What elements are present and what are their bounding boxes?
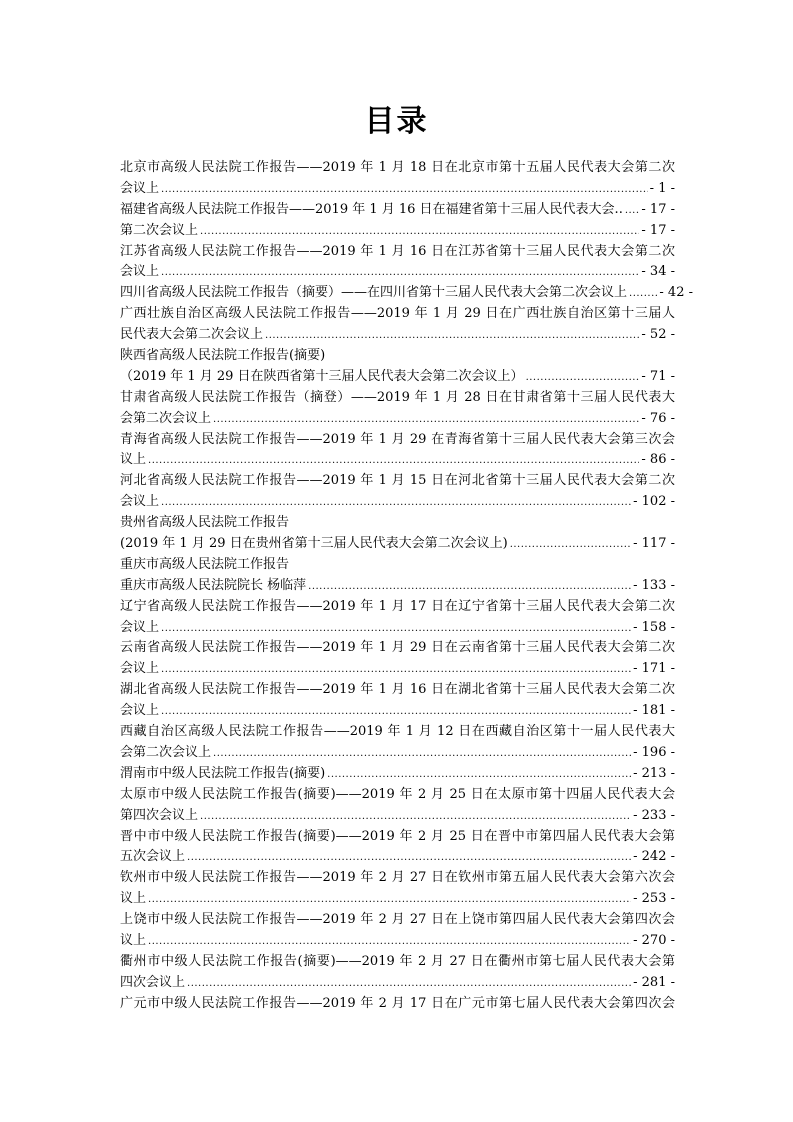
toc-page-number: - 76 -	[641, 410, 675, 426]
toc-entry-text: 会议上	[120, 264, 160, 280]
toc-entry-text: 钦州市中级人民法院工作报告——2019 年 2 月 27 日在钦州市第五届人民代表大会第六次会	[120, 870, 675, 886]
toc-entry-text: 辽宁省高级人民法院工作报告——2019 年 1 月 17 日在辽宁省第十三届人民代表大会第二次	[120, 598, 675, 614]
toc-entry-line	[120, 764, 675, 785]
toc-entry-line	[120, 471, 675, 492]
toc-entry-text: 会议上	[120, 494, 160, 510]
toc-entry-line	[120, 534, 675, 555]
toc-title: 目录	[364, 104, 429, 139]
toc-dot-leader	[510, 534, 631, 556]
toc-entry[interactable]	[120, 764, 675, 785]
toc-entry-text: 第四次会议上	[120, 807, 199, 823]
toc-entry-text: 青海省高级人民法院工作报告——2019 年 1 月 29 在青海省第十三届人民代表大会第三次会	[120, 431, 675, 447]
toc-entry-line	[120, 346, 675, 367]
toc-entry-line	[120, 847, 675, 868]
toc-entry[interactable]	[120, 346, 675, 388]
toc-entry[interactable]	[120, 513, 675, 555]
toc-entry-text: 第二次会议上	[120, 222, 199, 238]
toc-page-number: - 213 -	[633, 765, 675, 781]
toc-dot-leader	[161, 659, 631, 681]
toc-entry[interactable]	[120, 388, 675, 430]
toc-entry-text: 晋中市中级人民法院工作报告(摘要)——2019 年 2 月 25 日在晋中市第四届人民代表大会第	[120, 828, 675, 844]
toc-entry-line	[120, 367, 675, 388]
toc-entry[interactable]	[120, 952, 675, 994]
toc-entry-line	[120, 262, 675, 283]
toc-entry[interactable]	[120, 722, 675, 764]
toc-entry-text: 会议上	[120, 619, 160, 635]
toc-entry-line	[120, 576, 675, 597]
toc-entry-text: 衢州市中级人民法院工作报告(摘要)——2019 年 2 月 27 日在衢州市第七届人民代表大会第	[120, 953, 675, 969]
toc-entry-text: 湖北省高级人民法院工作报告——2019 年 1 月 16 日在湖北省第十三届人民代表大会第二次	[120, 682, 675, 698]
toc-entry-text: 陕西省高级人民法院工作报告(摘要)	[120, 348, 326, 364]
toc-dot-leader	[213, 743, 631, 765]
toc-page-number: - 1 -	[649, 180, 675, 196]
table-of-contents	[120, 158, 693, 1015]
toc-entry[interactable]	[120, 304, 675, 346]
toc-entry[interactable]	[120, 994, 675, 1015]
toc-entry-line	[120, 785, 675, 806]
toc-entry-line	[120, 388, 675, 409]
toc-entry-line	[120, 910, 675, 931]
toc-entry[interactable]	[120, 283, 693, 304]
toc-entry-text: 议上	[120, 932, 147, 948]
toc-entry-text: 议上	[120, 891, 147, 907]
toc-dot-leader	[161, 618, 631, 640]
toc-entry-line	[120, 409, 675, 430]
toc-entry-text: 民代表大会第二次会议上	[120, 327, 264, 343]
toc-entry-line	[120, 931, 675, 952]
toc-entry-line	[120, 722, 675, 743]
toc-entry-text: 广西壮族自治区高级人民法院工作报告——2019 年 1 月 29 日在广西壮族自治区第十三届人	[120, 306, 675, 322]
toc-dot-leader	[265, 325, 639, 347]
toc-dot-leader	[327, 764, 631, 786]
toc-page-number: - 17 -	[641, 222, 675, 238]
toc-page-number: - 171 -	[633, 661, 675, 677]
toc-entry[interactable]	[120, 158, 675, 200]
toc-entry[interactable]	[120, 638, 675, 680]
toc-page-number: - 42 -	[659, 285, 693, 301]
toc-entry-line	[120, 701, 675, 722]
toc-entry-text: 四次会议上	[120, 974, 186, 990]
toc-dot-leader	[161, 701, 631, 723]
toc-entry-line	[120, 827, 675, 848]
toc-entry-line	[120, 430, 675, 451]
toc-entry[interactable]	[120, 430, 675, 472]
toc-entry-text: 北京市高级人民法院工作报告——2019 年 1 月 18 日在北京市第十五届人民代表大会第二次	[120, 160, 675, 175]
toc-page-number: - 102 -	[633, 494, 675, 510]
toc-page-number: - 253 -	[633, 891, 675, 907]
toc-entry-text: 重庆市高级人民法院院长 杨临萍	[120, 577, 307, 593]
toc-page-number: - 181 -	[633, 703, 675, 719]
toc-entry[interactable]	[120, 597, 675, 639]
toc-page-number: - 17 -	[641, 201, 675, 217]
toc-dot-leader	[526, 367, 640, 389]
toc-entry-line	[120, 221, 675, 242]
toc-entry-text: 河北省高级人民法院工作报告——2019 年 1 月 15 日在河北省第十三届人民代表大会第二次	[120, 473, 675, 489]
toc-entry-line	[120, 158, 675, 179]
toc-entry-line	[120, 952, 675, 973]
toc-page-number: - 86 -	[641, 452, 675, 468]
toc-dot-leader	[148, 931, 631, 953]
toc-entry-text: 四川省高级人民法院工作报告（摘要）——在四川省第十三届人民代表大会第二次会议上	[120, 285, 628, 301]
toc-dot-leader	[161, 179, 648, 201]
toc-entry-line	[120, 283, 693, 304]
toc-entry-text: 议上	[120, 452, 147, 468]
toc-entry-text: 上饶市中级人民法院工作报告——2019 年 2 月 27 日在上饶市第四届人民代表大会第四次会	[120, 912, 675, 928]
toc-dot-leader	[187, 973, 631, 995]
toc-dot-leader	[148, 450, 639, 472]
toc-entry-line	[120, 200, 675, 221]
toc-entry-line	[120, 450, 675, 471]
toc-dot-leader	[308, 576, 631, 598]
toc-entry-text: 渭南市中级人民法院工作报告(摘要)	[120, 765, 326, 781]
toc-dot-leader	[213, 409, 639, 431]
toc-entry-line	[120, 659, 675, 680]
toc-entry-line	[120, 994, 675, 1015]
toc-page-number: - 196 -	[633, 744, 675, 760]
toc-page-number: - 117 -	[633, 536, 675, 552]
toc-entry-text: 会议上	[120, 703, 160, 719]
toc-entry[interactable]	[120, 680, 675, 722]
toc-entry[interactable]	[120, 471, 675, 513]
toc-entry-line	[120, 618, 675, 639]
toc-entry-line	[120, 680, 675, 701]
toc-entry-line	[120, 638, 675, 659]
toc-entry[interactable]	[120, 221, 675, 242]
toc-entry-text: 五次会议上	[120, 849, 186, 865]
toc-entry-text: 云南省高级人民法院工作报告——2019 年 1 月 29 日在云南省第十三届人民代表大会第二次	[120, 640, 675, 656]
toc-entry[interactable]	[120, 827, 675, 869]
toc-entry-text: 会议上	[120, 661, 160, 677]
toc-entry-text: 重庆市高级人民法院工作报告	[120, 556, 290, 572]
toc-entry-text: 会议上	[120, 180, 160, 196]
toc-entry-line	[120, 973, 675, 994]
toc-entry-text: 贵州省高级人民法院工作报告	[120, 515, 290, 531]
toc-dot-leader	[148, 889, 631, 911]
toc-entry-line	[120, 555, 675, 576]
toc-entry[interactable]	[120, 242, 675, 284]
toc-entry[interactable]	[120, 200, 675, 221]
toc-entry-line	[120, 868, 675, 889]
toc-entry-text: 福建省高级人民法院工作报告——2019 年 1 月 16 日在福建省第十三届人民代表大会..	[120, 201, 623, 217]
toc-entry-line	[120, 806, 675, 827]
toc-entry-text: 会第二次会议上	[120, 744, 212, 760]
toc-entry-line	[120, 743, 675, 764]
toc-entry-line	[120, 889, 675, 910]
toc-entry-text: 太原市中级人民法院工作报告(摘要)——2019 年 2 月 25 日在太原市第十四届人民代表大会	[120, 786, 675, 802]
toc-entry-line	[120, 492, 675, 513]
toc-entry-text: 西藏自治区高级人民法院工作报告——2019 年 1 月 12 日在西藏自治区第十一届人民代表大	[120, 724, 675, 740]
toc-entry-line	[120, 513, 675, 534]
toc-page-number: - 158 -	[633, 619, 675, 635]
toc-entry[interactable]	[120, 910, 675, 952]
toc-page-number: - 281 -	[633, 974, 675, 990]
toc-page-number: - 233 -	[633, 807, 675, 823]
toc-entry-text: （2019 年 1 月 29 日在陕西省第十三届人民代表大会第二次会议上）	[120, 368, 524, 384]
toc-entry-text: 会第二次会议上	[120, 410, 212, 426]
toc-page-number: - 133 -	[633, 577, 675, 593]
toc-entry[interactable]	[120, 785, 675, 827]
toc-dot-leader	[200, 806, 631, 828]
toc-page-number: - 242 -	[633, 849, 675, 865]
toc-entry-text: 甘肃省高级人民法院工作报告（摘登）——2019 年 1 月 28 日在甘肃省第十三届人民代表大	[120, 389, 675, 405]
toc-dot-leader	[161, 262, 639, 284]
toc-entry[interactable]	[120, 555, 675, 597]
toc-dot-leader	[187, 847, 631, 869]
toc-dot-leader	[161, 492, 631, 514]
toc-dot-leader	[625, 200, 640, 222]
toc-entry-line	[120, 597, 675, 618]
toc-dot-leader	[200, 221, 639, 243]
toc-page-number: - 34 -	[641, 264, 675, 280]
toc-page-number: - 71 -	[641, 368, 675, 384]
toc-entry-text: 江苏省高级人民法院工作报告——2019 年 1 月 16 日在江苏省第十三届人民代表大会第二次	[120, 243, 675, 259]
toc-entry-line	[120, 325, 675, 346]
toc-entry-line	[120, 304, 675, 325]
toc-entry-line	[120, 242, 675, 263]
toc-entry-text: 广元市中级人民法院工作报告——2019 年 2 月 17 日在广元市第七届人民代表大会第四次会	[120, 995, 675, 1011]
toc-entry-text: (2019 年 1 月 29 日在贵州省第十三届人民代表大会第二次会议上)	[120, 536, 508, 552]
toc-page-number: - 270 -	[633, 932, 675, 948]
toc-dot-leader	[629, 283, 657, 305]
toc-entry[interactable]	[120, 868, 675, 910]
toc-entry-line	[120, 179, 675, 200]
toc-page-number: - 52 -	[641, 327, 675, 343]
